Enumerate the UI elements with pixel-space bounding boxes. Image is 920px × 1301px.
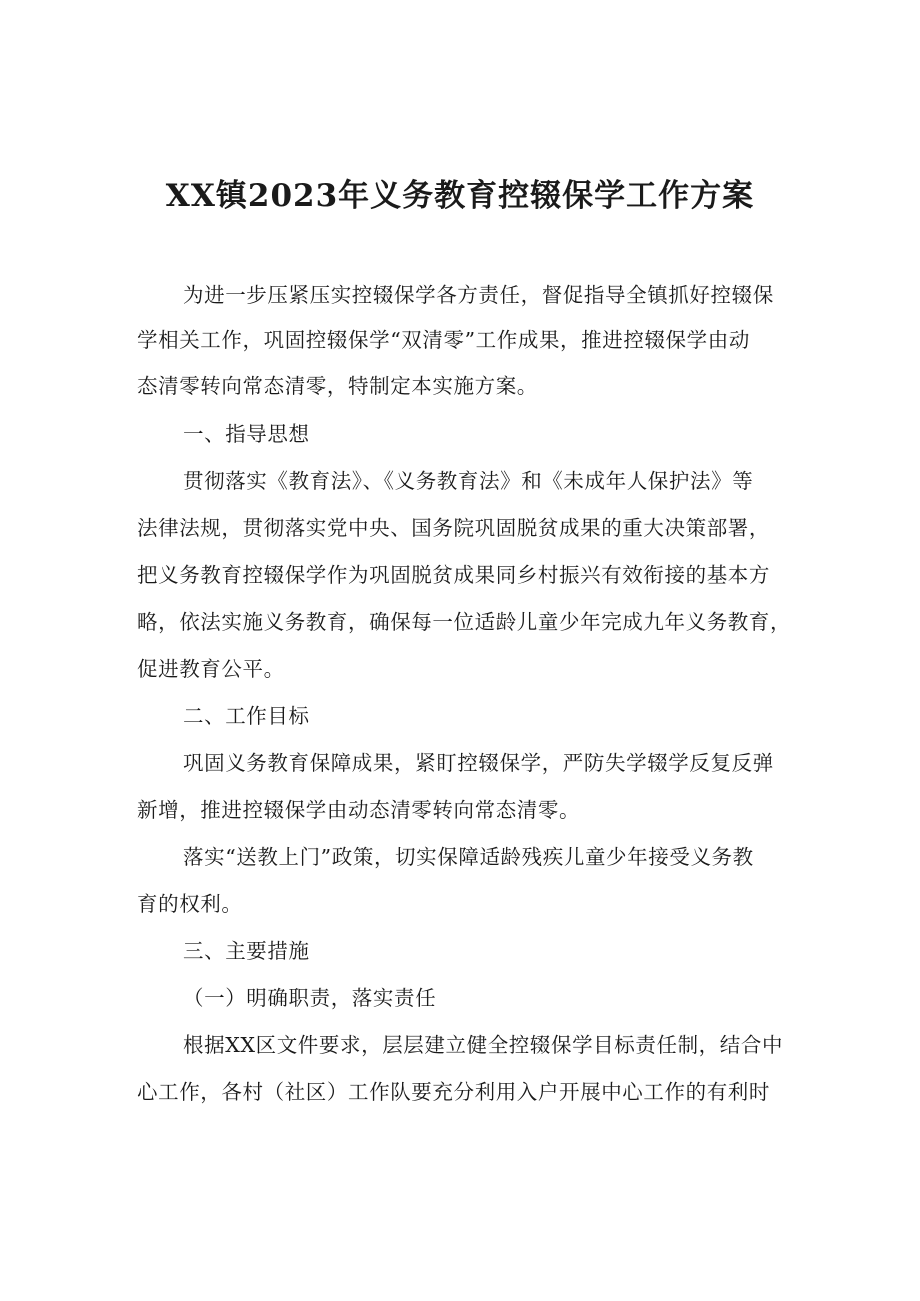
paragraph-line: 育的权利。 bbox=[137, 892, 243, 916]
subsection-heading: （一）明确职责，落实责任 bbox=[183, 986, 437, 1010]
paragraph-line: 心工作，各村（社区）工作队要充分利用入户开展中心工作的有利时 bbox=[137, 1080, 770, 1104]
paragraph-line: 略，依法实施义务教育，确保每一位适龄儿童少年完成九年义务教育， bbox=[137, 610, 792, 634]
paragraph-line: 为进一步压紧压实控辍保学各方责任，督促指导全镇抓好控辍保 bbox=[183, 283, 774, 307]
paragraph-line: 新增，推进控辍保学由动态清零转向常态清零。 bbox=[137, 798, 581, 822]
paragraph-line: 学相关工作，巩固控辍保学“双清零”工作成果，推进控辍保学由动 bbox=[137, 328, 750, 352]
section-heading: 三、主要措施 bbox=[183, 939, 310, 963]
section-heading: 二、工作目标 bbox=[183, 704, 310, 728]
paragraph-line: 法律法规，贯彻落实党中央、国务院巩固脱贫成果的重大决策部署， bbox=[137, 516, 770, 540]
paragraph-line: 落实“送教上门”政策，切实保障适龄残疾儿童少年接受义务教 bbox=[183, 845, 754, 869]
document-title: XX镇2023年义务教育控辍保学工作方案 bbox=[165, 178, 755, 214]
paragraph-line: 把义务教育控辍保学作为巩固脱贫成果同乡村振兴有效衔接的基本方 bbox=[137, 563, 770, 587]
paragraph-line: 根据XX区文件要求，层层建立健全控辍保学目标责任制，结合中 bbox=[183, 1033, 784, 1057]
paragraph-line: 态清零转向常态清零，特制定本实施方案。 bbox=[137, 374, 538, 398]
paragraph-line: 贯彻落实《教育法》、《义务教育法》和《未成年人保护法》等 bbox=[183, 469, 754, 493]
paragraph-line: 促进教育公平。 bbox=[137, 657, 285, 681]
section-heading: 一、指导思想 bbox=[183, 422, 310, 446]
paragraph-line: 巩固义务教育保障成果，紧盯控辍保学，严防失学辍学反复反弹 bbox=[183, 751, 774, 775]
